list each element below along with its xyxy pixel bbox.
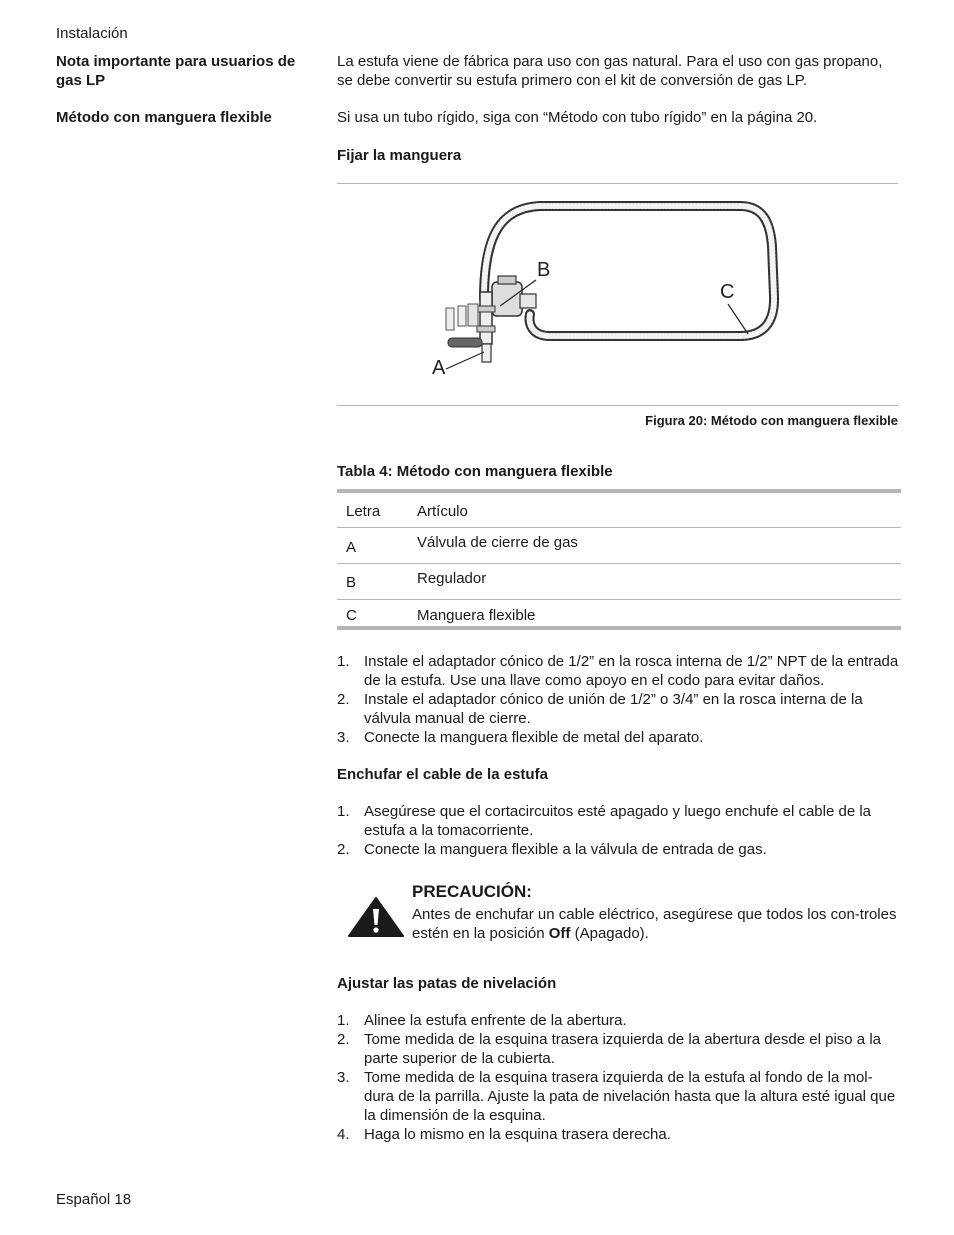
plug-in-steps [337, 802, 902, 859]
fix-hose-heading: Fijar la manguera [337, 147, 462, 164]
table-cell: Manguera flexible [417, 606, 536, 624]
list-item: 3. Tome medida de la esquina trasera izquierda de la estufa al fondo de la mol-dura de la parrilla. Ajuste la pata de nivelación hasta que la altura esté igual que la dimensión de la esquina. [337, 1069, 896, 1124]
list-item: 1. Instale el adaptador cónico de 1/2” en la rosca interna de 1/2” NPT de la entrada de la estufa. Use una llave como apoyo en el codo para evitar daños. [337, 653, 899, 689]
table-header-cell: Letra [337, 491, 417, 527]
leveling-steps [337, 1011, 902, 1144]
list-item: 1. Asegúrese que el cortacircuitos esté apagado y luego enchufe el cable de la estufa a la tomacorriente. [337, 803, 872, 839]
table-header-cell: Artículo [417, 491, 901, 527]
list-item: 2. Instale el adaptador cónico de unión de 1/2” o 3/4” en la rosca interna de la válvula manual de cierre. [337, 691, 863, 727]
table-title: Tabla 4: Método con manguera flexible [337, 463, 613, 480]
flex-method-text: Si usa un tubo rígido, siga con “Método con tubo rígido” en la página 20. [337, 109, 818, 126]
leveling-heading: Ajustar las patas de nivelación [337, 975, 557, 992]
table-cell: Regulador [417, 563, 901, 599]
parts-table [337, 489, 901, 630]
label-a: A [432, 357, 446, 379]
figure-top-rule [337, 183, 898, 184]
page-footer: Español 18 [56, 1191, 132, 1208]
label-b: B [537, 259, 551, 281]
running-header: Instalación [56, 25, 128, 42]
table-header-row [337, 491, 901, 527]
figure-bottom-rule [337, 405, 898, 406]
table-row [337, 527, 901, 563]
table-cell: A [337, 527, 417, 563]
caution-text: Antes de enchufar un cable eléctrico, asegúrese que todos los con-troles estén en la posición Off (Apagado). [412, 906, 897, 942]
label-c: C [720, 281, 735, 303]
flexible-hose-figure [400, 196, 800, 380]
flex-method-heading: Método con manguera flexible [56, 109, 272, 126]
list-item: 1. Alinee la estufa enfrente de la abertura. [337, 1012, 627, 1029]
table-row [337, 563, 901, 599]
list-item: 2. Tome medida de la esquina trasera izquierda de la abertura desde el piso a la parte superior de la cubierta. [337, 1031, 881, 1067]
list-item: 3. Conecte la manguera flexible de metal del aparato. [337, 729, 704, 746]
figure-caption: Figura 20: Método con manguera flexible [645, 413, 898, 428]
caution-title: PRECAUCIÓN: [412, 882, 532, 901]
warning-triangle-icon [347, 896, 405, 938]
fix-hose-steps [337, 652, 902, 747]
table-row [337, 599, 901, 628]
table-cell: C [346, 606, 357, 624]
table-cell: Válvula de cierre de gas [417, 527, 901, 563]
table-cell: B [337, 563, 417, 599]
plug-in-heading: Enchufar el cable de la estufa [337, 766, 548, 783]
list-item: 4. Haga lo mismo en la esquina trasera derecha. [337, 1126, 671, 1143]
list-item: 2. Conecte la manguera flexible a la válvula de entrada de gas. [337, 841, 767, 858]
lp-note-heading: Nota importante para usuarios de gas LP [56, 53, 296, 89]
lp-note-text: La estufa viene de fábrica para uso con gas natural. Para el uso con gas propano, se debe convertir su estufa primero con el kit de conversión de gas LP. [337, 53, 883, 89]
